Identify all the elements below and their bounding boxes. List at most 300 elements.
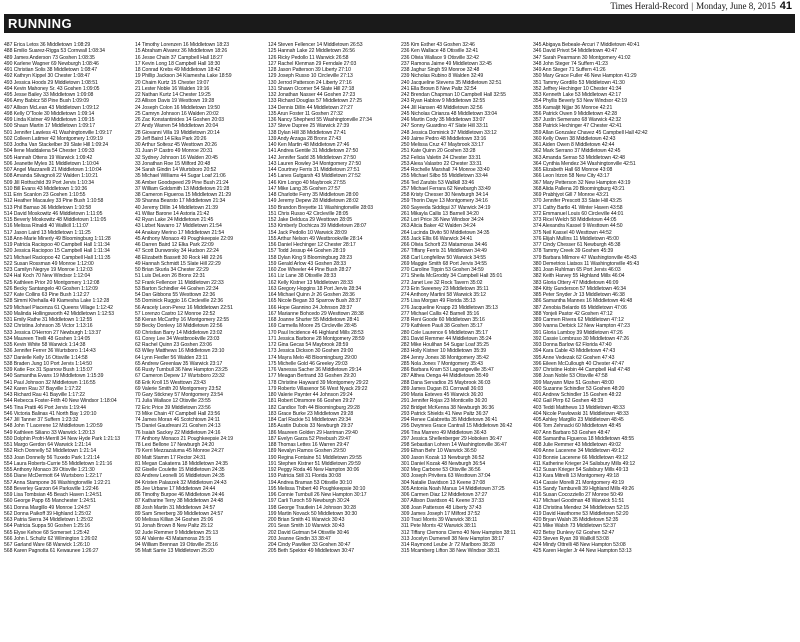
result-line: 29 Jeff Baird 14 Elka Park 20:26 bbox=[135, 135, 207, 142]
result-line: 22 Nathan Kurtz 14 Chester 19:25 bbox=[135, 92, 211, 98]
result-line: 563 Patria Sierra 34 Middletown 1:25:02 bbox=[4, 517, 93, 523]
result-line: 531 Emily Rathe 31 Middletown 1:12:55 bbox=[4, 317, 93, 323]
result-line: 312 Tiffany Clemons Clemo 40 New Hampton 38:11 bbox=[401, 529, 516, 536]
result-line: 377 Cindy Chesser 61 Newburgh 45:38 bbox=[533, 242, 621, 248]
result-line: 35 Michael Williams 44 Sugar Loaf 21:06 bbox=[135, 173, 226, 180]
result-line: 19 Phillip Jackson 34 Kiamesha Lake 18:59 bbox=[135, 73, 232, 80]
result-line: 181 Robert Dinsmore 66 Goshen 29:27 bbox=[268, 398, 356, 405]
result-line: 70 Gary Stickney 57 Montgomery 23:54 bbox=[135, 392, 223, 398]
result-line: 143 Lauren Rowley 34 Montgomery 27:50 bbox=[268, 160, 362, 167]
result-line: 92 Jude Remmer 9 Middletown 25:13 bbox=[135, 529, 219, 536]
result-line: 169 Carmella Moore 25 Circleville 28:45 bbox=[268, 323, 357, 330]
result-line: 298 Sebastian Lohren 14 Washingtonville 36:47 bbox=[401, 442, 507, 448]
result-line: 75 Daniel Gaudreani 21 Goshen 24:13 bbox=[135, 423, 221, 430]
result-line: 565 Elyse Kehoe 68 Somerset 1:25:42 bbox=[4, 529, 90, 536]
result-line: 133 Richard Douglas 57 Middletown 27:25 bbox=[268, 98, 363, 105]
result-line: 360 Kelly Owen 38 Middletown 42:43 bbox=[533, 135, 616, 142]
result-line: 280 Cole Laurence 6 Middletown 35:17 bbox=[401, 329, 488, 336]
result-line: 48 Elizabeth Bassett 30 Rock Hill 22:26 bbox=[135, 254, 223, 261]
result-line: 300 Jason Kozak 13 Newburgh 36:52 bbox=[401, 454, 485, 461]
result-line: 357 Justin Semerano 68 Warwick 42:32 bbox=[533, 117, 622, 123]
results-columns bbox=[4, 42, 796, 640]
result-line: 538 Braden Jung 10 Port Jervis 1:14:50 bbox=[4, 360, 92, 367]
result-line: 31 Juan P Castro 49 Monroe 20:31 bbox=[135, 148, 213, 155]
result-line: 544 Rebecca Foster-Frith 40 New Windsor 1:18:04 bbox=[4, 398, 117, 405]
result-line: 180 Valerie Paynter 44 Johnson 29:24 bbox=[268, 392, 353, 398]
result-line: 535 Kevin White 58 Warwick 1:14:38 bbox=[4, 342, 86, 348]
result-line: 61 Corey Lee 34 Westbrookville 23:03 bbox=[135, 335, 220, 342]
result-line: 422 Betsy Dunlevy 62 Goshen 52:47 bbox=[533, 529, 615, 536]
result-line: 34 Sarah Gindin 14 Wurtsboro 20:52 bbox=[135, 167, 217, 173]
result-line: 144 Courtney Ferris 31 Middletown 27:51 bbox=[268, 167, 360, 173]
result-line: 394 Kara Cable 43 Middletown 47:43 bbox=[533, 348, 616, 355]
result-line: 78 Lexi Bellone 17 Newburgh 24:20 bbox=[135, 442, 215, 448]
result-line: 150 Brandon Breyette 11 Washingtonville 28:03 bbox=[268, 204, 374, 211]
result-line: 406 Tom Zehnacki 60 Middletown 48:45 bbox=[533, 423, 622, 430]
result-line: 524 Hal Koch 70 New Windsor 1:12:04 bbox=[4, 273, 91, 280]
result-line: 356 Patrick Owen 9 Middletown 42:28 bbox=[533, 110, 618, 117]
result-line: 89 Sam Smerberg 39 Middletown 24:57 bbox=[135, 510, 224, 517]
result-line: 37 William Goldsmith 13 Middletown 21:28 bbox=[135, 185, 230, 192]
result-line: 187 Evelyn Garza 52 Pinebush 29:47 bbox=[268, 435, 351, 442]
result-line: 294 Renee Calabretta 35 Middletown 36:41 bbox=[401, 417, 498, 423]
result-line: 81 Megan Cakaterra 18 Middletown 24:35 bbox=[135, 460, 228, 467]
result-line: 236 Ken Wallace 48 Otisville 32:41 bbox=[401, 48, 479, 55]
result-line: 507 Angel Mazzarelli 21 Middletown 1:10:04 bbox=[4, 167, 102, 173]
result-line: 263 Alicia Baker 42 Walden 34:24 bbox=[401, 223, 476, 230]
result-line: 491 Christian Solis 38 Middletown 1:08:47 bbox=[4, 67, 98, 73]
result-line: 385 Peter Snyder Jr 13 Middletown 46:38 bbox=[533, 292, 625, 298]
result-line: 401 Andrew Schindler 15 Goshen 48:22 bbox=[533, 392, 622, 398]
result-line: 157 Todd Jessup 44 Goshen 28:19 bbox=[268, 248, 346, 255]
result-line: 246 Martin Cody 35 Middletown 33:07 bbox=[401, 117, 486, 123]
result-line: 527 Kate Collins 63 Pine Bush 1:12:27 bbox=[4, 292, 90, 298]
result-line: 128 Jason Patterson 39 Liberty 27:10 bbox=[268, 67, 351, 73]
result-line: 547 Jill Tanner 37 Suffern 1:23:32 bbox=[4, 417, 79, 423]
result-line: 238 Jaghur Singh 59 Monroe 32:48 bbox=[401, 67, 480, 73]
result-line: 161 Liz Lane 38 Otisville 28:33 bbox=[268, 273, 337, 280]
results-column-2 bbox=[135, 42, 263, 555]
result-line: 264 Lucinda Divito 50 Middletown 34:35 bbox=[401, 229, 490, 236]
result-line: 362 Mark Serrano 37 Middletown 42:45 bbox=[533, 148, 621, 155]
result-line: 409 Anne Lacerene 34 Middletown 49:12 bbox=[533, 448, 624, 455]
result-line: 44 Anakary Merino 17 Middletown 21:54 bbox=[135, 229, 225, 236]
result-line: 240 Jacqueline Stevens 35 Middletown 32:51 bbox=[401, 79, 502, 86]
result-line: 91 Jonah Brown 8 New Paltz 25:12 bbox=[135, 523, 213, 530]
result-line: 393 Donna Barlow 62 Florida 47:40 bbox=[533, 342, 612, 348]
result-line: 352 Jeffrey Hechinger 10 Chester 41:34 bbox=[533, 85, 622, 92]
result-line: 375 Neil Kassel 40 Westtown 44:52 bbox=[533, 229, 612, 236]
result-line: 21 Lester Noble 16 Walden 19:16 bbox=[135, 85, 210, 92]
result-line: 522 Susan Rossman 49 Monroe 1:12:00 bbox=[4, 260, 94, 267]
result-line: 203 Jeanne Gindin 33 38:47 bbox=[268, 535, 331, 542]
result-line: 64 Lynn Fiedler 56 Walden 23:11 bbox=[135, 354, 208, 361]
result-line: 403 Teddi Matthews 13 Middletown 48:33 bbox=[533, 404, 625, 411]
result-line: 508 Amanda Silvagnoli 22 Walden 1:10:21 bbox=[4, 173, 98, 180]
result-line: 30 Arthur Soltesz 45 Westtown 20:26 bbox=[135, 142, 217, 148]
result-line: 398 Joan Noble 53 Otisville 47:58 bbox=[533, 373, 608, 380]
result-line: 558 Beverley Garzon 64 Parksville 1:22:46 bbox=[4, 485, 99, 492]
publication-name: Times Herald-Record bbox=[610, 1, 689, 11]
result-line: 87 Katharine Terry 38 Middletown 24:48 bbox=[135, 498, 224, 505]
result-line: 158 Dylan King 9 Bloomingburg 28:23 bbox=[268, 254, 353, 261]
result-line: 402 Gail Pirrp 62 Goshen 48:33 bbox=[533, 398, 604, 405]
result-line: 14 Timothy Lorenzen 16 Middletown 18:23 bbox=[135, 42, 230, 48]
result-line: 412 Susan Krieger 54 Salisbury Mills 49:13 bbox=[533, 467, 629, 473]
result-line: 279 Kathleen Pauli 38 Goshen 35:17 bbox=[401, 323, 483, 330]
result-line: 242 Brendan Chapman 10 Campbell Hall 32:55 bbox=[401, 92, 506, 98]
result-line: 33 Jonathan Roe 15 Milford 20:48 bbox=[135, 160, 211, 167]
result-line: 253 Alexa Valastro 22 Chester 33:31 bbox=[401, 160, 482, 167]
result-line: 204 Cindy Pawliker 33 Goshen 30:47 bbox=[268, 542, 351, 548]
result-line: 349 Ann Steger 71 Suffern 41:26 bbox=[533, 67, 606, 73]
result-line: 413 Kara Mitrelli 13 Montgomery 49:18 bbox=[533, 473, 619, 480]
result-line: 516 Melissa Rinaldi 40 Wallkill 1:11:07 bbox=[4, 223, 89, 230]
result-line: 555 Anthony Monaco 39 Otisville 1:21:30 bbox=[4, 467, 95, 473]
result-line: 521 Michael Raciopoo 42 Campbell Hall 1:11:35 bbox=[4, 254, 111, 261]
result-line: 252 Felicia Valetin 24 Chester 33:31 bbox=[401, 154, 481, 161]
result-line: 51 Luis DeLeon 26 Bronx 22:31 bbox=[135, 273, 206, 280]
result-line: 175 Michelle Gold 46 Greeley 29:03 bbox=[268, 360, 348, 367]
result-line: 381 Joan Ruhlman 65 Port Jervis 46:03 bbox=[533, 267, 621, 273]
result-line: 249 Jaime Pedro 48 Middletown 33:16 bbox=[401, 135, 487, 142]
result-line: 129 Joseph Russo 10 Circleville 27:13 bbox=[268, 73, 353, 80]
result-line: 168 Joanne Shurter 55 Middletown 28:41 bbox=[268, 317, 360, 323]
result-line: 73 Mike Chain 47 Campbell Hall 23:56 bbox=[135, 410, 221, 417]
result-line: 93 Al Valente 43 Matamoras 25:15 bbox=[135, 535, 212, 542]
result-line: 534 Maureen Tirelli 48 Goshen 1:14:05 bbox=[4, 335, 91, 342]
result-line: 293 Patrick Shields 41 New Paltz 36:37 bbox=[401, 410, 489, 417]
result-line: 309 James Joseph 17 Milford 37:52 bbox=[401, 510, 481, 517]
result-line: 184 Carl Rackie 51 Middletown 29:34 bbox=[268, 417, 351, 423]
result-line: 138 Dylan Hill 38 Middletown 27:41 bbox=[268, 129, 347, 136]
result-line: 537 Danielle Kelly 16 Otisville 1:14:58 bbox=[4, 354, 88, 361]
result-line: 63 Wiley Matthews 16 Middletown 23:10 bbox=[135, 348, 225, 355]
result-line: 374 Alexandra Kassel 9 Westtown 44:50 bbox=[533, 223, 623, 230]
result-line: 142 Jennifer Sadd 35 Middletown 27:50 bbox=[268, 154, 356, 161]
result-line: 90 Melissa Killian 34 Goshen 25:06 bbox=[135, 517, 214, 523]
result-line: 272 Janet Lee 32 Rock Tavern 35:02 bbox=[401, 279, 483, 286]
result-line: 190 Regina Fontaine 51 Middletown 29:55 bbox=[268, 454, 362, 461]
result-line: 174 Mayra Melo 48 Bloomingburg 29:00 bbox=[268, 354, 357, 361]
result-line: 423 Steven Ryan 39 Wallkill 53:08 bbox=[533, 535, 609, 542]
result-line: 523 Camilyn Negrye 19 Monroe 1:12:03 bbox=[4, 267, 93, 273]
page-header bbox=[0, 0, 800, 12]
result-line: 390 Ivanna Derbick 12 New Hampton 47:23 bbox=[533, 323, 630, 330]
result-line: 65 Andrew Greenlaw 35 Warwick 23:17 bbox=[135, 360, 223, 367]
results-column-5 bbox=[533, 42, 661, 555]
result-line: 510 Bill Evans 43 Middletown 1:10:36 bbox=[4, 185, 88, 192]
result-line: 270 Caroline Tippin 53 Goshen 34:59 bbox=[401, 267, 484, 273]
result-line: 410 Bonnie Lacerene 66 Middletown 49:12 bbox=[533, 454, 628, 461]
result-line: 387 Zenobia Belardo 65 Middletown 47:06 bbox=[533, 304, 627, 311]
result-line: 493 Jessica Hoods 29 Middletown 1:08:51 bbox=[4, 79, 98, 86]
result-line: 552 Rich Donnelly 52 Middletown 1:21:14 bbox=[4, 448, 97, 455]
result-line: 492 Kathryn Kippel 30 Chester 1:08:47 bbox=[4, 73, 90, 80]
result-line: 542 Karen Rau 37 Bayville 1:17:22 bbox=[4, 385, 82, 392]
results-column-1 bbox=[4, 42, 132, 555]
result-line: 364 Cynthia Mendez 34 Washingtonville 42:51 bbox=[533, 160, 636, 167]
result-line: 299 Ethan Behr 10 Warwick 36:50 bbox=[401, 448, 477, 455]
result-line: 84 Kristen Palaszek 32 Middletown 24:43 bbox=[135, 479, 227, 486]
result-line: 171 Jessica Barbone 28 Montgomery 28:59 bbox=[268, 335, 365, 342]
result-line: 553 Joan Donnelly 56 Tuxedo Park 1:21:14 bbox=[4, 454, 100, 461]
result-line: 489 James Anderson 73 Goshen 1:08:35 bbox=[4, 54, 95, 61]
result-line: 163 Gregory Hopgins 18 Port Jervis 28:34 bbox=[268, 285, 362, 292]
result-line: 199 Martin Novack 50 Middletown 30:30 bbox=[268, 510, 358, 517]
result-line: 354 Phyllis Beverly 53 New Windsor 42:19 bbox=[533, 98, 627, 105]
result-line: 18 Conrad Krebs 49 Middletown 18:42 bbox=[135, 67, 221, 73]
result-line: 395 Anne Vedezak 62 Goshen 47:43 bbox=[533, 354, 615, 361]
result-line: 55 Dominick Ruggio 16 Circleville 22:36 bbox=[135, 298, 224, 305]
result-line: 32 Sydney Johnson 16 Walden 20:45 bbox=[135, 154, 218, 161]
result-line: 193 Patricia Still 31 Florida 30:08 bbox=[268, 473, 342, 480]
result-line: 512 Heather Macauley 33 Pine Bush 1:10:58 bbox=[4, 198, 104, 205]
result-line: 408 Julie Remmer 43 Middletown 49:02 bbox=[533, 442, 621, 448]
result-line: 368 Alida Pallena 20 Bloomingburg 43:21 bbox=[533, 185, 625, 192]
result-line: 17 Kevin Long 18 Campbell Hall 18:30 bbox=[135, 60, 221, 67]
result-line: 407 Ann Barbaro 53 Goshen 48:47 bbox=[533, 429, 611, 436]
result-line: 50 Brian Skurla 34 Chester 22:29 bbox=[135, 267, 209, 273]
result-line: 235 Kim Esther 43 Goshen 32:46 bbox=[401, 42, 475, 48]
result-line: 241 Ella Brown 8 New Paltz 32:54 bbox=[401, 85, 477, 92]
result-line: 164 Michael Quinn Jr 26 Goshen 28:36 bbox=[268, 292, 355, 298]
result-line: 355 Kamaljit Nijjar 36 Monroe 42:21 bbox=[533, 104, 613, 111]
result-line: 162 Kelly Kistner 13 Middletown 28:33 bbox=[268, 279, 353, 286]
result-line: 200 Brian Smith 41 Warwick 30:43 bbox=[268, 517, 345, 523]
result-line: 40 Jeremy Dillin 14 Middletown 21:39 bbox=[135, 204, 218, 211]
result-line: 49 Hannah Schmidt 15 Slate Hill 22:29 bbox=[135, 260, 221, 267]
result-line: 386 Samantha Mannes 16 Middletown 46:48 bbox=[533, 298, 633, 305]
result-line: 185 Austin Dubois 33 Newburgh 29:37 bbox=[268, 423, 354, 430]
result-line: 533 Jessica O'Herron 27 Newburgh 1:13:37 bbox=[4, 329, 101, 336]
result-line: 358 Patrick Hechinger 47 Chester 42:41 bbox=[533, 123, 622, 130]
result-line: 245 Nicholas Cirianza 48 Middletown 33:04 bbox=[401, 110, 497, 117]
result-line: 195 Melissa Thibert 40 Poughkeepsie 30:10 bbox=[268, 485, 366, 492]
result-line: 281 David Remmer 44 Middletown 35:24 bbox=[401, 335, 492, 342]
result-line: 306 Carmen Diaz 12 Middletown 37:27 bbox=[401, 492, 488, 498]
result-line: 367 Mary Petterson 32 New Hampton 43:19 bbox=[533, 179, 631, 186]
result-line: 60 Christian Barry 14 Middletown 23:02 bbox=[135, 329, 223, 336]
result-line: 66 Rusty Turnbull 36 New Hampton 23:25 bbox=[135, 367, 228, 373]
result-line: 38 Cameron Figueroa 15 Middletown 21:29 bbox=[135, 192, 232, 198]
result-line: 247 Sonny Guardino 47 Slate Hill 33:11 bbox=[401, 123, 489, 130]
result-line: 496 Amy Babicz 58 Pine Bush 1:09:09 bbox=[4, 98, 89, 105]
result-line: 134 Dennis Dillin 44 Middletown 27:27 bbox=[268, 104, 353, 111]
result-line: 243 Ryan Hablow 9 Middletown 32:55 bbox=[401, 98, 486, 105]
result-line: 389 Carmen Rivera 62 Middletown 47:12 bbox=[533, 317, 624, 323]
result-line: 497 Allison McLean 43 Middletown 1:09:12 bbox=[4, 104, 99, 111]
result-line: 550 Dolphin Profri-Merrill 34 New Hyde Park 1:21:13 bbox=[4, 435, 121, 442]
result-line: 421 Mike Walsh 73 Middletown 52:37 bbox=[533, 523, 616, 530]
result-line: 236 Olivia Wallace 9 Otisville 32:42 bbox=[401, 54, 479, 61]
result-line: 43 Lizbet Navarro 17 Middletown 21:54 bbox=[135, 223, 222, 230]
result-line: 290 Maria Esteves 45 Warwick 36:20 bbox=[401, 392, 484, 398]
result-line: 529 Michael Piacenza 61 Queens Village 1:12:42 bbox=[4, 304, 113, 311]
result-line: 176 Vanessa Sacher 36 Middletown 29:14 bbox=[268, 367, 362, 373]
result-line: 39 Shanna Bearsto 17 Middletown 21:34 bbox=[135, 198, 226, 205]
result-line: 511 Erin Scanlon 23 Goshen 1:10:55 bbox=[4, 192, 86, 198]
result-line: 397 Christine Hobin 44 Campbell Hall 47:48 bbox=[533, 367, 631, 373]
result-line: 271 Sheila McGroddy 34 Campbell Hall 35:01 bbox=[401, 273, 503, 280]
results-column-3 bbox=[268, 42, 396, 555]
result-line: 28 Giovanni Villa 19 Middletown 20:14 bbox=[135, 129, 220, 136]
result-line: 520 Jessica Raciopoo 15 Campbell Hall 1:11:34 bbox=[4, 248, 110, 255]
result-line: 514 David Moskowitz 46 Middletown 1:11:05 bbox=[4, 210, 103, 217]
result-line: 86 Timothy Burpoe 46 Middletown 24:46 bbox=[135, 492, 225, 498]
result-line: 202 David Gutman 54 Otisville 30:46 bbox=[268, 529, 350, 536]
result-line: 27 Andy Warren 54 Middletown 20:04 bbox=[135, 123, 219, 130]
result-line: 295 Dwynnes Grace Cantrall 15 Middletown 36:42 bbox=[401, 423, 513, 430]
result-line: 156 Daniel Hechinger 12 Chester 28:17 bbox=[268, 242, 356, 248]
result-line: 170 Paul Incidence 46 Highland Mills 28:53 bbox=[268, 329, 364, 336]
result-line: 564 Patricia Suppa 50 Goshen 1:25:16 bbox=[4, 523, 90, 530]
result-line: 351 Tammy Gordillo 53 Middletown 41:30 bbox=[533, 79, 625, 86]
result-line: 255 Michael Silbo 55 Middletown 33:44 bbox=[401, 173, 488, 180]
result-line: 353 Kenneth Lake 53 Middletown 42:17 bbox=[533, 92, 621, 98]
result-line: 273 Erin Sweeney 23 Middletown 35:11 bbox=[401, 285, 489, 292]
result-line: 56 Aracely Leon-Perez 16 Middletown 22:51 bbox=[135, 304, 233, 311]
result-line: 275 Lisa Morgan 49 Florida 35:13 bbox=[401, 298, 476, 305]
result-line: 400 Suzanne Schindler 53 Goshen 48:20 bbox=[533, 385, 625, 392]
result-line: 53 Barton Schindler 44 Goshen 22:34 bbox=[135, 285, 219, 292]
result-line: 137 Steve Dupree 25 Warwick 27:39 bbox=[268, 123, 350, 130]
result-line: 504 Ilene Maddalena 54 Chester 1:09:33 bbox=[4, 148, 95, 155]
result-line: 568 Karen Pagnotta 61 Kewaunee 1:26:27 bbox=[4, 548, 99, 555]
result-line: 411 Katherine Krieger 24 Salisbury Mills 49:12 bbox=[533, 460, 636, 467]
result-line: 265 Jack Ellis 66 Warwick 34:41 bbox=[401, 235, 473, 242]
result-line: 191 Stephen Kistner 51 Middletown 29:59 bbox=[268, 460, 361, 467]
result-line: 68 Erik Kroll 15 Westtown 23:43 bbox=[135, 379, 206, 386]
result-line: 131 Shawn Ocorner 54 Slate Hill 27:18 bbox=[268, 85, 355, 92]
result-line: 178 Christine Hayward 39 Montgomery 29:22 bbox=[268, 379, 369, 386]
result-line: 167 Marianne Bohcedo 29 Westtown 28:38 bbox=[268, 310, 364, 317]
result-line: 488 Emilio Suarez-Rigga 53 Cornwall 1:08:34 bbox=[4, 48, 105, 55]
result-line: 69 Valerie Smith 20 Montgomery 23:52 bbox=[135, 385, 222, 392]
result-line: 501 Jennifer Lawless 41 Washingtonville 1:09:17 bbox=[4, 129, 112, 136]
result-line: 408 Samantha Figueroa 18 Middletown 48:55 bbox=[533, 435, 635, 442]
result-line: 198 George Trautlein 14 Johnson 30:28 bbox=[268, 504, 356, 511]
result-line: 260 Sayeeda Siddiqui 37 Warwick 34:19 bbox=[401, 204, 491, 211]
result-line: 347 Sarah Pearmann 30 Montgomery 41:02 bbox=[533, 54, 631, 61]
result-line: 518 Ann-Marie Minerly 49 Bloomingburg 1:11:28 bbox=[4, 235, 111, 242]
result-line: 36 Amber Goodspeed 29 Pine Bush 21:24 bbox=[135, 179, 229, 186]
result-line: 305 Antonia Noah Manus 14 Middletown 37:25 bbox=[401, 485, 505, 492]
result-line: 314 Raymond Leube Jr 72 Marlboro 38:28 bbox=[401, 542, 495, 548]
result-line: 136 Nancy Shepherd 55 Washingtonville 27:34 bbox=[268, 117, 372, 123]
result-line: 308 Joan Patterson 48 Liberty 37:43 bbox=[401, 504, 482, 511]
result-line: 25 Camryn Johnson 16 Walden 20:02 bbox=[135, 110, 219, 117]
result-line: 500 Shaun Martin 17 Middletown 1:09:17 bbox=[4, 123, 95, 130]
result-line: 45 Anthony Monaco 49 Poughkeepsie 22:09 bbox=[135, 235, 234, 242]
result-line: 345 Abigaya Bebeale-Arcuri 7 Middletown 40:41 bbox=[533, 42, 640, 48]
result-line: 369 Prabhjyot Gill 7 Monroe 43:21 bbox=[533, 192, 609, 198]
result-line: 404 Nicole Pawlowski 31 Middletown 48:33 bbox=[533, 410, 629, 417]
result-line: 172 Gina Gecas 54 Maybrook 28:59 bbox=[268, 342, 349, 348]
result-line: 495 Jesse Bailey 33 Middletown 1:09:08 bbox=[4, 92, 94, 98]
result-line: 546 Victoria Balinas 41 North Bay 1:20:10 bbox=[4, 410, 97, 417]
result-line: 359 Allan Gonzalez Chavez 45 Campbell Hall 42:42 bbox=[533, 129, 648, 136]
result-line: 549 Kathleen Siliano 33 Warwick 1:20:13 bbox=[4, 429, 95, 436]
result-line: 562 Donna Paikoff 39 Highland 1:25:02 bbox=[4, 510, 91, 517]
result-line: 147 Mike Lang 35 Goshen 27:57 bbox=[268, 185, 341, 192]
result-line: 277 Michael Callis 42 Barnell 35:16 bbox=[401, 310, 480, 317]
result-line: 94 William Brennan 19 Otisville 25:16 bbox=[135, 542, 218, 548]
result-line: 159 Gerald Arlow 43 Goshen 28:33 bbox=[268, 260, 346, 267]
result-line: 307 Allison Davidson 41 Keene 37:33 bbox=[401, 498, 484, 505]
page-number: 41 bbox=[779, 0, 792, 12]
result-line: 237 Ramona Jaime 49 Middletown 32:45 bbox=[401, 60, 492, 67]
result-line: 551 Margo Gerdon 64 Warwick 1:21:14 bbox=[4, 442, 91, 448]
result-line: 526 Becky Santangelo 40 Goshen 1:12:09 bbox=[4, 285, 98, 292]
result-line: 173 Jessica Dickson 30 Goshen 29:00 bbox=[268, 348, 354, 355]
result-line: 269 Maggie Smith 68 Port Jervis 34:55 bbox=[401, 260, 487, 267]
result-line: 289 James Dugan 81 Cornwall 36:03 bbox=[401, 385, 484, 392]
result-line: 139 Andy Arzaga 28 Bronx 27:43 bbox=[268, 135, 341, 142]
result-line: 62 Rachel Quinn 23 Goshen 23:06 bbox=[135, 342, 212, 348]
page-header-info bbox=[610, 0, 792, 12]
result-line: 554 Laura Roberts-Currie 55 Middletown 1:21:16 bbox=[4, 460, 113, 467]
result-line: 57 Lorenzo Castro 12 Monroe 22:52 bbox=[135, 310, 216, 317]
result-line: 244 Jill Hansen 48 Middletown 32:56 bbox=[401, 104, 483, 111]
result-line: 239 Nicholas Rubino 8 Walden 32:49 bbox=[401, 73, 484, 80]
result-line: 148 Charlotte Ferry 35 Middletown 28:00 bbox=[268, 192, 359, 198]
result-line: 160 Zoe Wheeler 44 Pine Bush 28:27 bbox=[268, 267, 352, 273]
result-line: 15 Abraham Alvarez 36 Middletown 18:26 bbox=[135, 48, 228, 55]
result-line: 361 Aiden Owen 8 Middletown 42:44 bbox=[533, 142, 615, 148]
result-line: 154 Jack Pedollo 10 Warwick 28:09 bbox=[268, 229, 347, 236]
result-line: 135 Arun Foster 11 Goshen 27:32 bbox=[268, 110, 343, 117]
result-line: 383 Gloria Ottery 47 Middletown 46:09 bbox=[533, 279, 619, 286]
result-line: 250 Melissa Cruz 47 Maybrook 33:17 bbox=[401, 142, 484, 148]
result-line: 346 David Privot 54 Middletown 40:47 bbox=[533, 48, 617, 55]
result-line: 79 Kerri Mezzazaluma 45 Monroe 24:27 bbox=[135, 448, 224, 455]
result-line: 80 Matt Stamm 17 Rector 24:31 bbox=[135, 454, 206, 461]
result-line: 382 Keith Harvey 55 Highland Mills 46:04 bbox=[533, 273, 625, 280]
result-line: 363 Amanda Serrao 53 Middletown 42:48 bbox=[533, 154, 625, 161]
result-line: 303 Joseph Privitera 63 Westtown 37:04 bbox=[401, 473, 491, 480]
result-line: 532 Christina Johnson 35 Victor 1:13:16 bbox=[4, 323, 93, 330]
result-line: 95 Matt Sarrie 13 Middletown 25:20 bbox=[135, 548, 214, 555]
result-line: 380 Demetrios Liatsos 11 Washingtonville 45:43 bbox=[533, 260, 640, 267]
result-line: 539 Katie Fox 31 Sparrow Bush 1:15:07 bbox=[4, 367, 93, 373]
result-line: 58 Kieran McCarthy 16 Montgomery 22:55 bbox=[135, 317, 230, 323]
result-line: 166 Hope Giannino 24 Johnson 28:37 bbox=[268, 304, 353, 311]
result-line: 188 Thomas Lettes 16 Warren 29:47 bbox=[268, 442, 350, 448]
result-line: 151 Chris Russo 42 Circleville 28:05 bbox=[268, 210, 349, 217]
result-line: 257 Michael Ferrara 62 Newburgh 33:49 bbox=[401, 185, 491, 192]
result-line: 205 Beth Spektor 49 Middletown 30:47 bbox=[268, 548, 354, 555]
result-line: 388 Yonjeli Pastor 42 Goshen 47:12 bbox=[533, 310, 613, 317]
result-line: 47 Scott Dunworsky 34 Hudson 22:24 bbox=[135, 248, 219, 255]
result-line: 313 Jocelyn Dumenell 38 New Hampton 38:17 bbox=[401, 535, 504, 542]
result-line: 561 Donna Margillo 49 Monroe 1:24:57 bbox=[4, 504, 91, 511]
result-line: 399 Maryann Mize 51 Goshen 48:00 bbox=[533, 379, 614, 386]
result-line: 189 Nevalyn Ramos Goshen 29:50 bbox=[268, 448, 346, 455]
result-line: 141 Andrea Gentile 31 Middletown 27:50 bbox=[268, 148, 359, 155]
result-line: 127 Rachel Klenman 29 Ferndale 27:03 bbox=[268, 60, 357, 67]
result-line: 67 Cameron Depew 17 Wurtsboro 23:32 bbox=[135, 373, 225, 380]
result-line: 396 Eileen McCullough 40 Chester 47:47 bbox=[533, 360, 624, 367]
result-line: 311 Pete Morris 42 Warwick 38:11 bbox=[401, 523, 477, 530]
result-line: 370 Jennifer Prescott 33 Slate Hill 43:25 bbox=[533, 198, 622, 205]
result-line: 302 Meg Carbone 53 Otisville 36:56 bbox=[401, 467, 481, 473]
result-line: 415 Sandy Tamburelli 39 Highland Mills 49:26 bbox=[533, 485, 635, 492]
result-line: 372 Emmanuel Louis 60 Circleville 44:01 bbox=[533, 210, 624, 217]
result-line: 499 Linda Kistner 49 Middletown 1:09:15 bbox=[4, 117, 95, 123]
result-line: 505 Hannah Ottens 19 Warwick 1:09:42 bbox=[4, 154, 93, 161]
result-line: 418 Christina Mendez 34 Middletown 52:15 bbox=[533, 504, 629, 511]
